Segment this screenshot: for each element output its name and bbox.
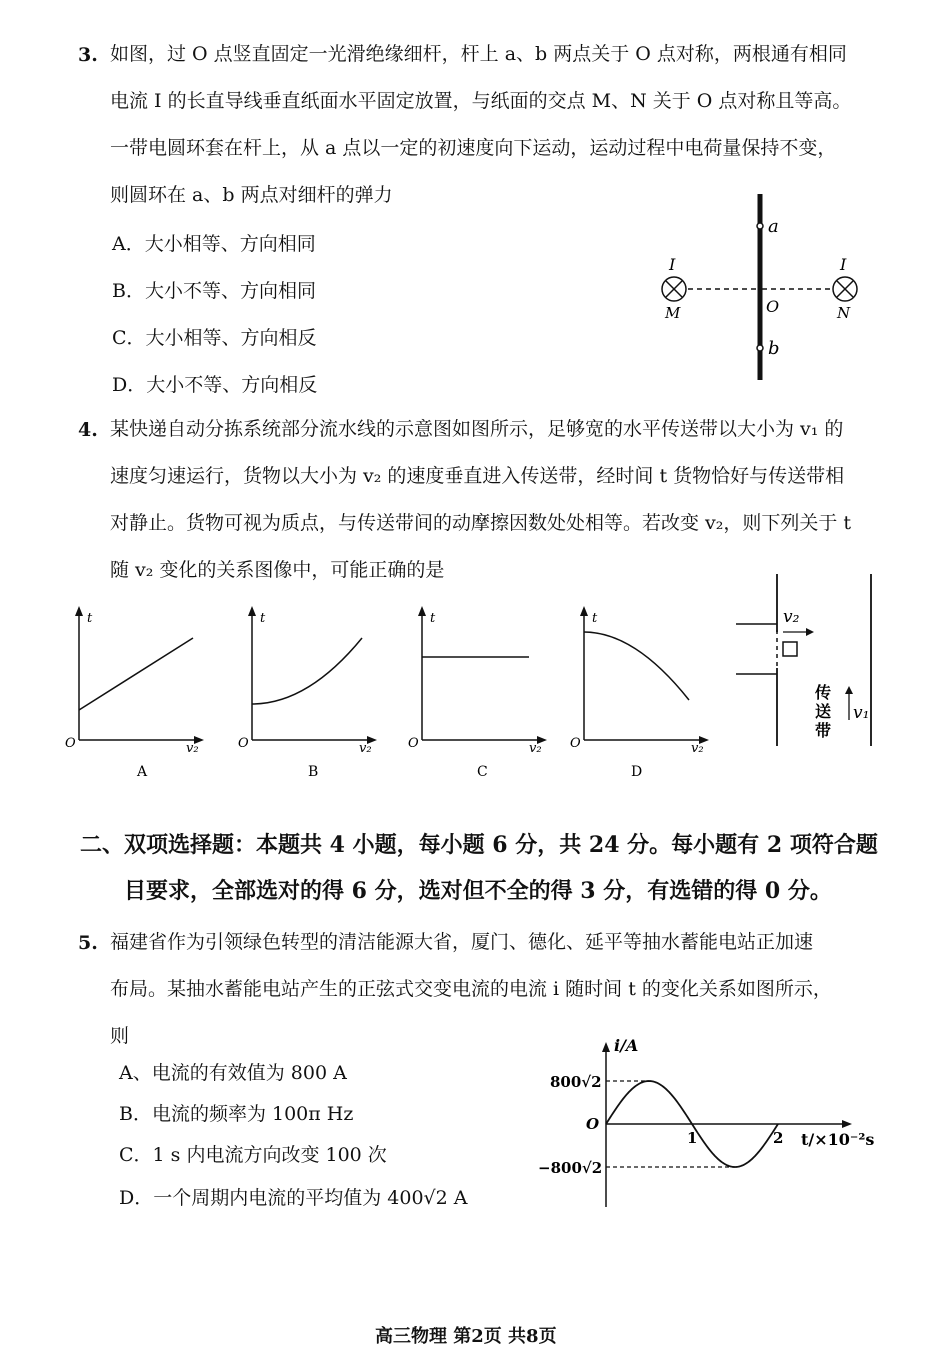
graph-b-label: B [308,764,319,780]
y-tick-max: 800√2 [550,1073,602,1091]
q3-option-d: D．大小不等、方向相反 [112,374,318,396]
q3-line-1: 如图，过 O 点竖直固定一光滑绝缘细杆，杆上 a、b 两点关于 O 点对称，两根通有相同 [110,43,847,65]
svg-text:O: O [408,736,419,751]
ring-b [757,345,763,351]
section2-heading-line-2: 目要求，全部选对的得 6 分，选对但不全的得 3 分，有选错的得 0 分。 [124,878,832,904]
x-axis-label: t/×10⁻²s [801,1130,875,1149]
x-tick-2: 2 [773,1129,784,1147]
graph-d-label: D [631,764,643,780]
svg-text:O: O [238,736,249,751]
belt-label-1: 传 [815,683,832,702]
graph-d [565,600,715,780]
label-a: a [768,216,779,237]
ring-a [757,223,763,229]
q4-line-2: 速度匀速运行，货物以大小为 v₂ 的速度垂直进入传送带，经时间 t 货物恰好与传送带相 [110,465,845,487]
graph-d-curve [584,632,689,700]
svg-text:O: O [570,736,581,751]
q5-option-c: C．1 s 内电流方向改变 100 次 [119,1144,387,1166]
q5-number: 5. [78,932,98,954]
q5-option-b: B．电流的频率为 100π Hz [119,1103,354,1125]
v2-label: v₂ [783,607,800,627]
wire-n-icon [833,277,857,301]
svg-text:O: O [65,736,76,751]
graph-c [403,600,553,780]
svg-text:v₂: v₂ [186,741,199,756]
label-b: b [768,338,780,359]
svg-text:v₂: v₂ [529,741,542,756]
q3-option-b: B．大小不等、方向相同 [112,280,316,302]
svg-text:t: t [592,611,598,626]
y-axis-label: i/A [614,1036,639,1055]
q3-option-a: A．大小相等、方向相同 [112,233,316,255]
label-i-left: I [669,255,676,274]
y-tick-min: −800√2 [538,1159,603,1177]
belt-label-3: 带 [815,721,832,740]
q5-line-1: 福建省作为引领绿色转型的清洁能源大省，厦门、德化、延平等抽水蓄能电站正加速 [110,931,814,953]
svg-text:t: t [260,611,266,626]
q3-option-c: C．大小相等、方向相反 [112,327,317,349]
section2-heading-line-1: 二、双项选择题：本题共 4 小题，每小题 6 分，共 24 分。每小题有 2 项符合题 [80,832,878,858]
graph-a-label: A [137,764,148,780]
svg-text:t: t [430,611,436,626]
q5-option-a: A、电流的有效值为 800 A [119,1062,347,1084]
q3-line-3: 一带电圆环套在杆上，从 a 点以一定的初速度向下运动，运动过程中电荷量保持不变， [110,137,837,159]
q3-figure [650,190,890,390]
q5-option-d: D．一个周期内电流的平均值为 400√2 A [119,1187,468,1209]
page-footer: 高三物理 第2页 共8页 [375,1326,557,1347]
q4-line-1: 某快递自动分拣系统部分流水线的示意图如图所示，足够宽的水平传送带以大小为 v₁ 的 [110,418,844,440]
v1-label: v₁ [853,703,870,723]
belt-label-2: 送 [815,702,832,721]
q4-number: 4. [78,419,98,441]
cargo-box [783,642,797,656]
origin-label: O [586,1115,600,1133]
q5-line-2: 布局。某抽水蓄能电站产生的正弦式交变电流的电流 i 随时间 t 的变化关系如图所示， [110,978,832,1000]
label-i-right: I [840,255,847,274]
wire-m-icon [662,277,686,301]
svg-text:t: t [87,611,93,626]
label-o: O [766,297,780,316]
graph-c-label: C [477,764,488,780]
label-m: M [665,304,681,322]
q5-line-3: 则 [110,1025,130,1047]
graph-a [60,600,210,780]
q3-line-2: 电流 I 的长直导线垂直纸面水平固定放置，与纸面的交点 M、N 关于 O 点对称且等高。 [110,90,852,112]
label-n: N [837,304,851,322]
q3-line-4: 则圆环在 a、b 两点对细杆的弹力 [110,184,393,206]
q3-number: 3. [78,44,98,66]
graph-b-curve [252,638,362,704]
svg-text:v₂: v₂ [691,741,704,756]
current-time-chart [530,1035,890,1220]
conveyor-belt-figure [730,570,890,755]
graph-a-curve [79,638,193,710]
graph-b [233,600,383,780]
q4-line-3: 对静止。货物可视为质点，与传送带间的动摩擦因数处处相等。若改变 v₂，则下列关于 t [110,512,852,534]
svg-text:v₂: v₂ [359,741,372,756]
q4-line-4: 随 v₂ 变化的关系图像中，可能正确的是 [110,559,445,581]
x-tick-1: 1 [687,1129,698,1147]
